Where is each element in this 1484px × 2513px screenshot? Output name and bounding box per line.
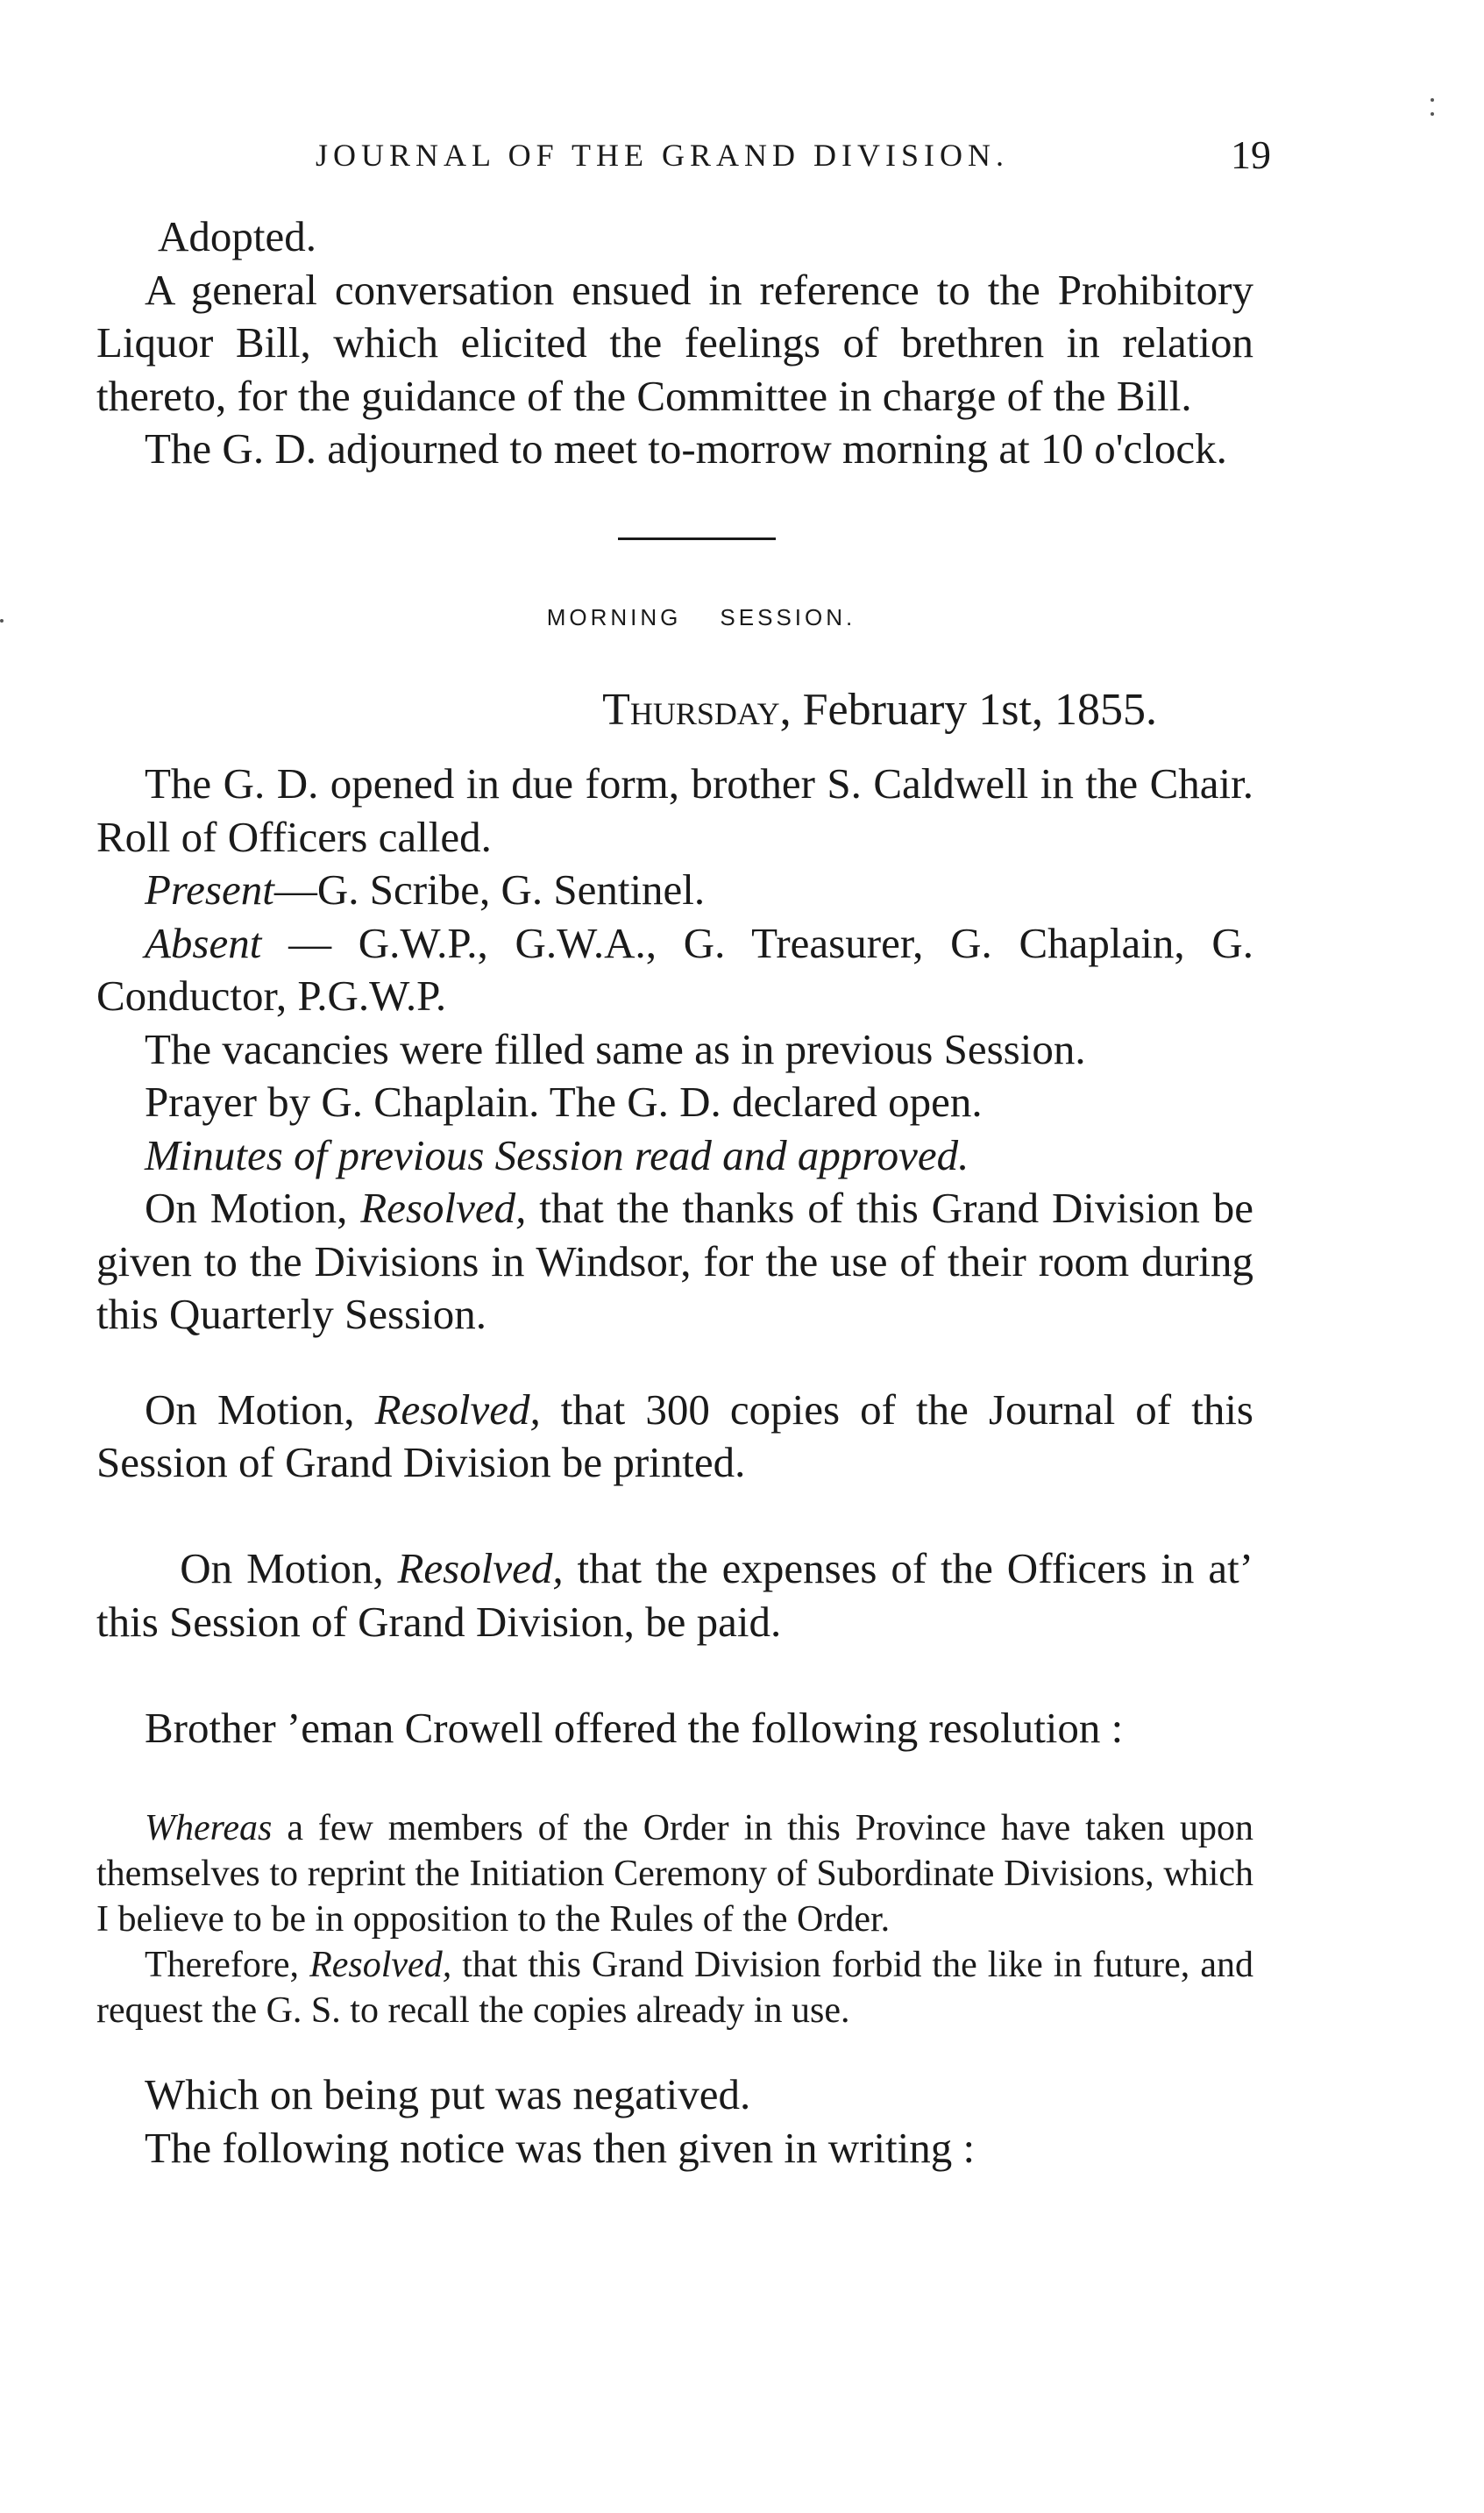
- paragraph: The G. D. opened in due form, brother S. Caldwell in the Chair. Roll of Officers called.: [96, 759, 1253, 861]
- motion-label: On Motion,: [145, 1385, 375, 1434]
- paragraph: [96, 1182, 1253, 1342]
- margin-mark: [1431, 112, 1434, 116]
- paragraph: [96, 917, 1253, 1023]
- whereas-label: Whereas: [145, 1808, 273, 1848]
- paragraph: [96, 1129, 1253, 1183]
- resolved-label: Resolved,: [360, 1184, 527, 1232]
- therefore-label: Therefore,: [145, 1945, 310, 1985]
- paragraph: [96, 1490, 1351, 1702]
- paragraph: [96, 1805, 1253, 1942]
- spacer: [96, 1342, 1253, 1384]
- closing-block: [96, 2068, 1253, 2175]
- paragraph: [96, 864, 1253, 917]
- page-body: [96, 210, 1351, 2175]
- dateline: [96, 682, 1157, 738]
- paragraph: Prayer by G. Chaplain. The G. D. declared open.: [145, 1078, 983, 1126]
- resolved-label: Resolved,: [374, 1385, 541, 1434]
- page-number: 19: [1231, 132, 1271, 177]
- paragraph: [96, 1942, 1253, 2033]
- whereas-text: a few members of the Order in this Province have taken upon themselves to reprint the Initiation Ceremony of Subordinate Divisions, which I believe to be in opposition to the Rules of the Order.: [96, 1808, 1253, 1940]
- dateline-date: February 1st, 1855.: [791, 685, 1157, 735]
- motion-label: On Motion,: [145, 1184, 361, 1232]
- paragraph: [96, 1384, 1253, 1490]
- present-label: Present: [145, 865, 274, 914]
- paragraph: The vacancies were filled same as in previous Session.: [145, 1024, 1086, 1073]
- section-heading-word: MORNING: [546, 603, 682, 630]
- dateline-day: Thursday,: [602, 685, 792, 735]
- resolved-label: Resolved,: [397, 1544, 564, 1592]
- motion-text: that 300 copies of the Journal of this Session of Grand Division be printed.: [96, 1385, 1254, 1486]
- section-heading: [123, 591, 1280, 644]
- therefore-text: that this Grand Division forbid the like in future, and request the G. S. to recall the copies already in use.: [96, 1945, 1253, 2031]
- margin-mark: [1431, 98, 1434, 102]
- section-heading-word: SESSION.: [720, 603, 856, 630]
- paragraph: Adopted.: [158, 212, 316, 260]
- resolved-label: Resolved,: [309, 1945, 452, 1985]
- motion-text: that the expenses of the Officers in at’ this Session of Grand Division, be paid.: [96, 1544, 1351, 1646]
- margin-mark: [0, 619, 4, 623]
- motion-label: On Motion,: [180, 1544, 398, 1592]
- section-divider: [618, 537, 776, 540]
- paragraph: The G. D. adjourned to meet to-morrow morning at 10 o'clock.: [145, 424, 1227, 473]
- page-header: [96, 132, 1271, 184]
- absent-label: Absent: [145, 918, 262, 967]
- spacer: [96, 2033, 1253, 2068]
- running-title: JOURNAL OF THE GRAND DIVISION.: [316, 138, 1009, 173]
- paragraph: Which on being put was negatived.: [145, 2070, 751, 2118]
- paragraph: The following notice was then given in writing :: [145, 2123, 976, 2172]
- paragraph: A general conversation ensued in reference to the Prohibitory Liquor Bill, which elicited the feelings of brethren in relation thereto, for the guidance of the Committee in charge of the Bill.: [96, 265, 1253, 420]
- present-text: —G. Scribe, G. Sentinel.: [273, 865, 706, 914]
- resolution-block: [96, 1805, 1253, 2033]
- absent-text: — G.W.P., G.W.A., G. Treasurer, G. Chaplain, G. Conductor, P.G.W.P.: [96, 918, 1253, 1020]
- minutes-text: Minutes of previous Session read and approved.: [145, 1130, 969, 1179]
- paragraph: Brother ’eman Crowell offered the following resolution :: [145, 1703, 1124, 1752]
- motion-text: that the thanks of this Grand Division be given to the Divisions in Windsor, for the use of their room during this Quarterly Session.: [96, 1184, 1253, 1338]
